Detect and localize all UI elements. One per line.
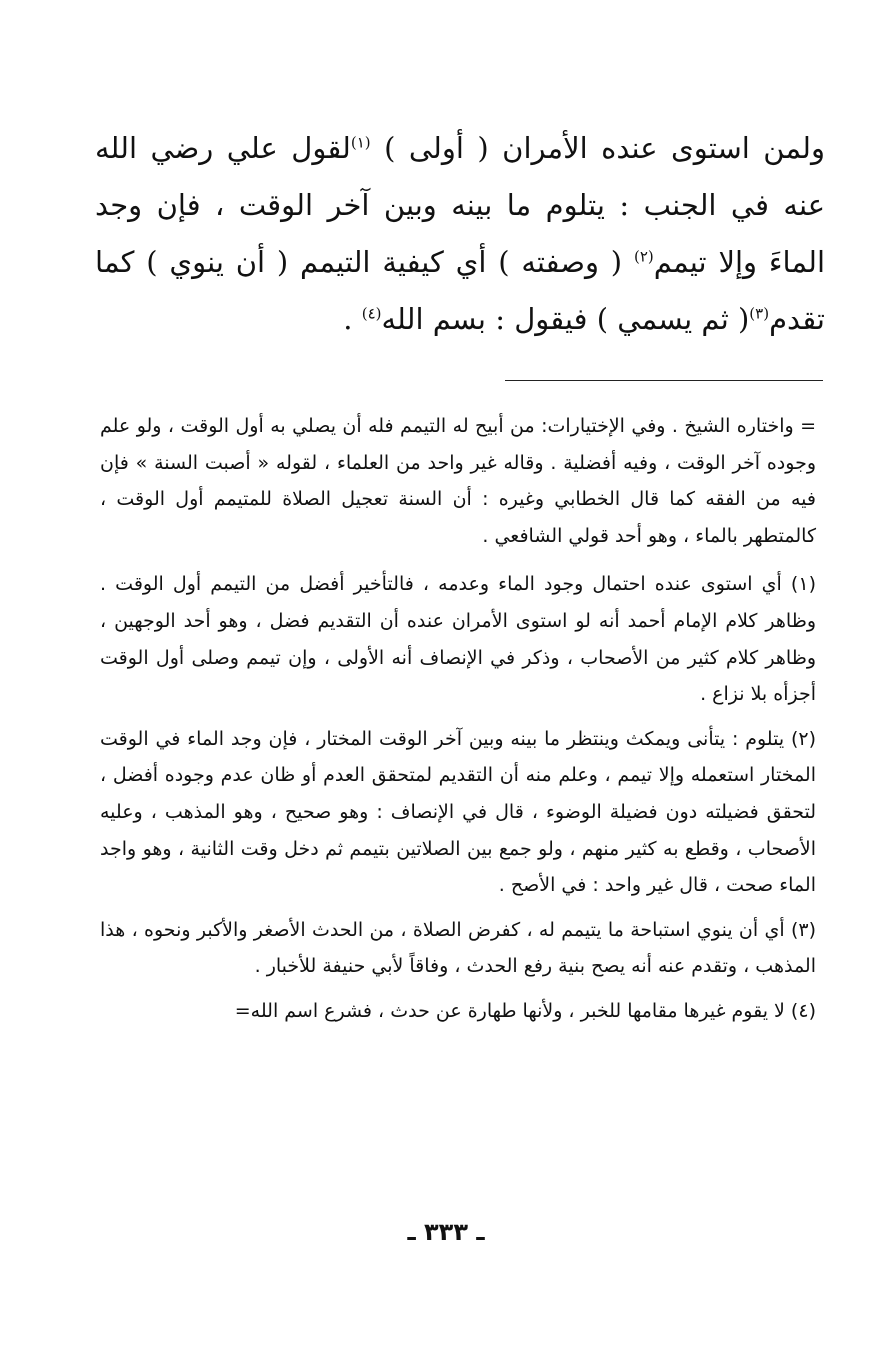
footnote-4: (٤) لا يقوم غيرها مقامها للخبر ، ولأنها طهارة عن حدث ، فشرع اسم الله= [234, 999, 816, 1022]
footnote-ref-4: (٤) [361, 304, 382, 323]
footnote-ref-3: (٣) [749, 304, 770, 323]
page-number: ـ ٣٣٣ ـ [407, 1218, 485, 1246]
footnote-1: (١) أي استوى عنده احتمال وجود الماء وعدمه ، فالتأخير أفضل من التيمم أول الوقت . وظاهر كلام الإمام أحمد أنه لو استوى الأمران عنده أن التقديم فضل ، وهو أحد الوجهين ، وظاهر كلام كثير من الأصحاب ، وذكر في الإنصاف أنه الأولى ، وإن تيمم وصلى أول الوقت أجزأه بلا نزاع . [100, 573, 816, 706]
footnote-ref-2: (٢) [633, 247, 654, 266]
footnote-3: (٣) أي أن ينوي استباحة ما يتيمم له ، كفرض الصلاة ، من الحدث الأصغر والأكبر ونحوه ، هذا المذهب ، وتقدم عنه أنه يصح بنية رفع الحدث ، وفاقاً لأبي حنيفة للأخبار . [100, 918, 816, 978]
main-text [95, 120, 825, 348]
footnote-continued: = واختاره الشيخ . وفي الإختيارات: من أبيح له التيمم فله أن يصلي به أول الوقت ، ولو علم وجوده آخر الوقت ، وفيه أفضلية . وقاله غير واحد من العلماء ، لقوله « أصبت السنة » فإن فيه من الفقه كما قال الخطابي وغيره : أن السنة تعجيل الصلاة للمتيمم أول الوقت ، كالمتطهر بالماء ، وهو أحد قولي الشافعي . [100, 415, 816, 547]
main-text-segment-2: لقول علي رضي الله عنه [95, 131, 826, 222]
main-text-segment-8: . [343, 302, 362, 336]
footnotes-section [100, 408, 816, 1038]
main-text-segment-7: ( ثم يسمي ) فيقول : بسم الله [381, 302, 750, 336]
main-text-segment-1: ولمن استوى عنده الأمران ( أولى ) [370, 131, 825, 165]
main-text-segment-3: في الجنب : يتلوم ما بينه وبين آخر الوقت ، فإن وجد [95, 188, 769, 222]
footnote-separator-rule [505, 380, 823, 381]
main-paragraph [95, 120, 825, 348]
footnote-ref-1: (١) [350, 133, 371, 152]
main-text-segment-6: كما تقدم [95, 245, 825, 336]
main-text-segment-5: ( وصفته ) أي كيفية التيمم ( أن ينوي ) [146, 245, 634, 279]
footnote-2: (٢) يتلوم : يتأنى ويمكث وينتظر ما بينه وبين آخر الوقت المختار ، فإن وجد الماء في الوقت المختار استعمله وإلا تيمم ، وعلم منه أن التقديم لمتحقق العدم أو ظان عدم وجوده أفضل ، لتحقق فضيلته دون فضيلة الوضوء ، قال في الإنصاف : وهو صحيح ، وهو المذهب ، وعليه الأصحاب ، وقطع به كثير منهم ، ولو جمع بين الصلاتين بتيمم ثم دخل وقت الثانية ، وهو واجد الماء صحت ، قال غير واحد : في الأصح . [100, 727, 816, 897]
main-text-segment-4: الماءَ وإلا تيمم [653, 245, 826, 279]
